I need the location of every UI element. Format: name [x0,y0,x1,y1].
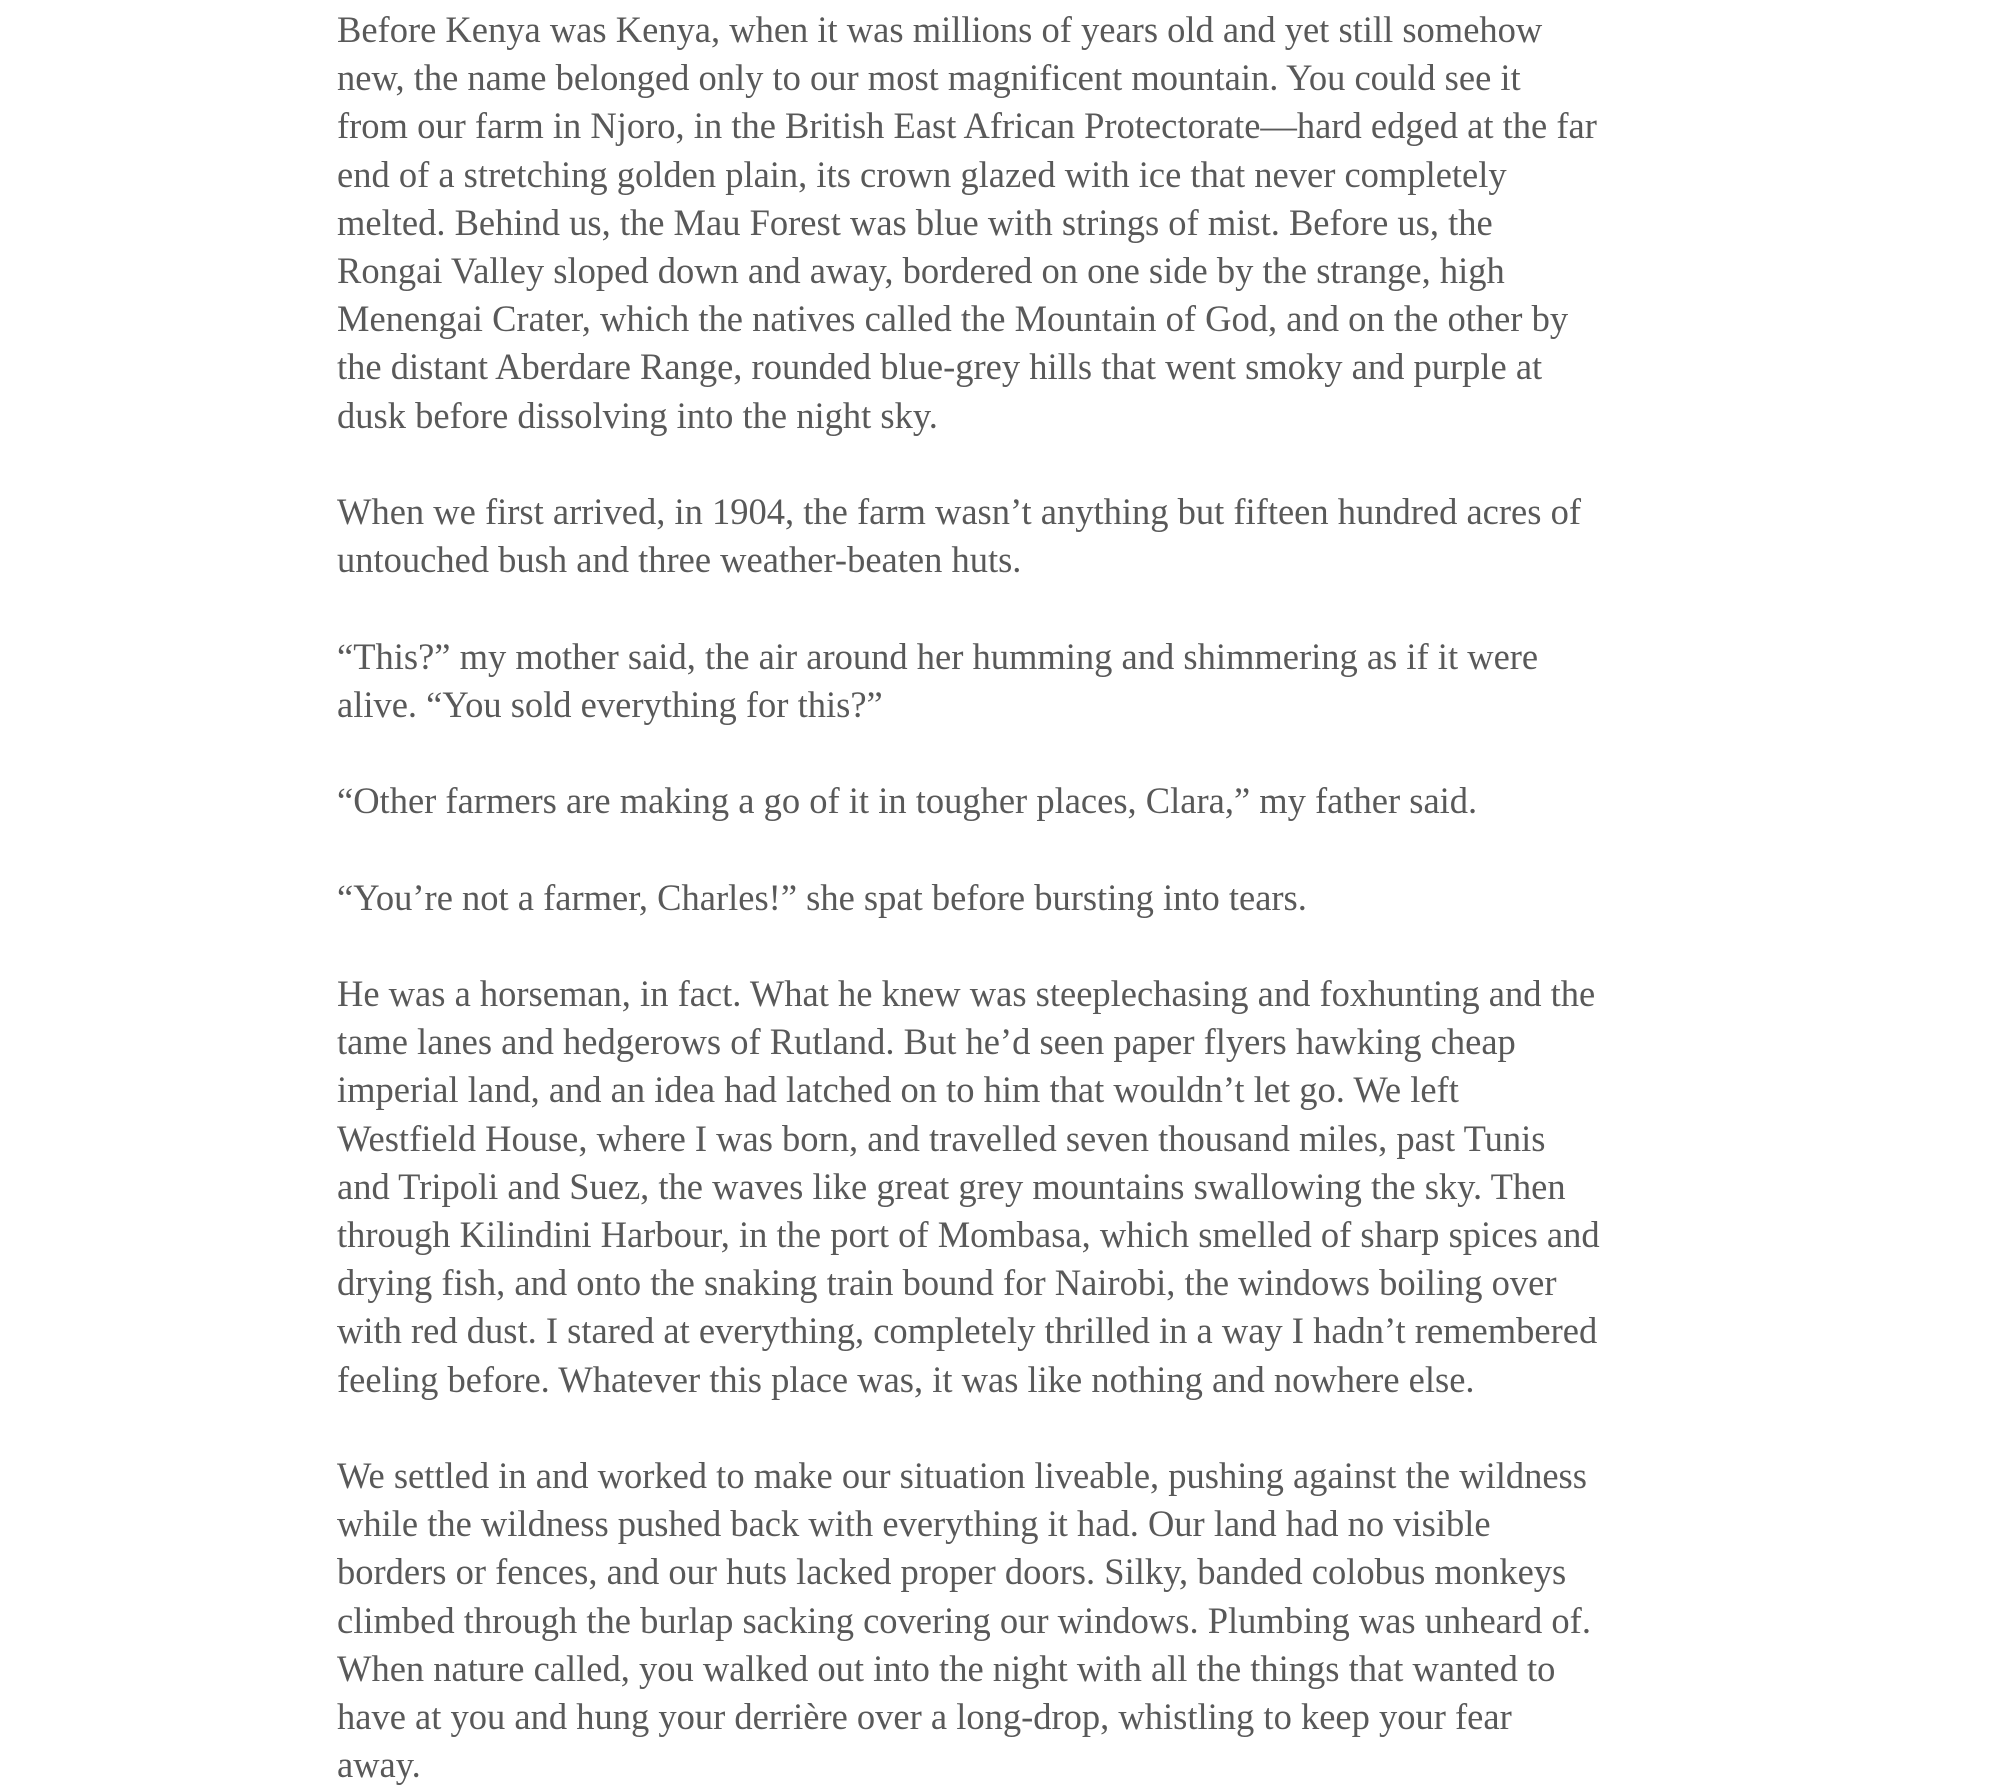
document-body [337,6,1687,1789]
paragraph-horseman: He was a horseman, in fact. What he knew was steeplechasing and foxhunting and the tame lanes and hedgerows of Rutland. But he’d seen paper flyers hawking cheap imperial land, and an idea had latched on to him that wouldn’t let go. We left Westfield House, where I was born, and travelled seven thousand miles, past Tunis and Tripoli and Suez, the waves like great grey mountains swallowing the sky. Then through Kilindini Harbour, in the port of Mombasa, which smelled of sharp spices and drying fish, and onto the snaking train bound for Nairobi, the windows boiling over with red dust. I stared at everything, completely thrilled in a way I hadn’t remembered feeling before. Whatever this place was, it was like nothing and nowhere else. [337,972,1600,1400]
paragraph-settled-in: We settled in and worked to make our situation liveable, pushing against the wildness while the wildness pushed back with everything it had. Our land had no visible borders or fences, and our huts lacked proper doors. Silky, banded colobus monkeys climbed through the burlap sacking covering our windows. Plumbing was unheard of. When nature called, you walked out into the night with all the things that wanted to have at you and hung your derrière over a long-drop, whistling to keep your fear away. [337,1455,1591,1786]
paragraph-father-dialogue: “Other farmers are making a go of it in tougher places, Clara,” my father said. [337,780,1478,822]
paragraph-first-arrived: When we first arrived, in 1904, the farm wasn’t anything but fifteen hundred acres of untouched bush and three weather-beaten huts. [337,491,1581,581]
paragraph-mother-reply: “You’re not a farmer, Charles!” she spat before bursting into tears. [337,876,1307,918]
paragraph-mother-dialogue: “This?” my mother said, the air around her humming and shimmering as if it were alive. “You sold everything for this?” [337,635,1539,725]
paragraph-kenya-mountain: Before Kenya was Kenya, when it was millions of years old and yet still somehow new, the name belonged only to our most magnificent mountain. You could see it from our farm in Njoro, in the British East African Protectorate—hard edged at the far end of a stretching golden plain, its crown glazed with ice that never completely melted. Behind us, the Mau Forest was blue with strings of mist. Before us, the Rongai Valley sloped down and away, bordered on one side by the strange, high Menengai Crater, which the natives called the Mountain of God, and on the other by the distant Aberdare Range, rounded blue-grey hills that went smoky and purple at dusk before dissolving into the night sky. [337,9,1597,436]
